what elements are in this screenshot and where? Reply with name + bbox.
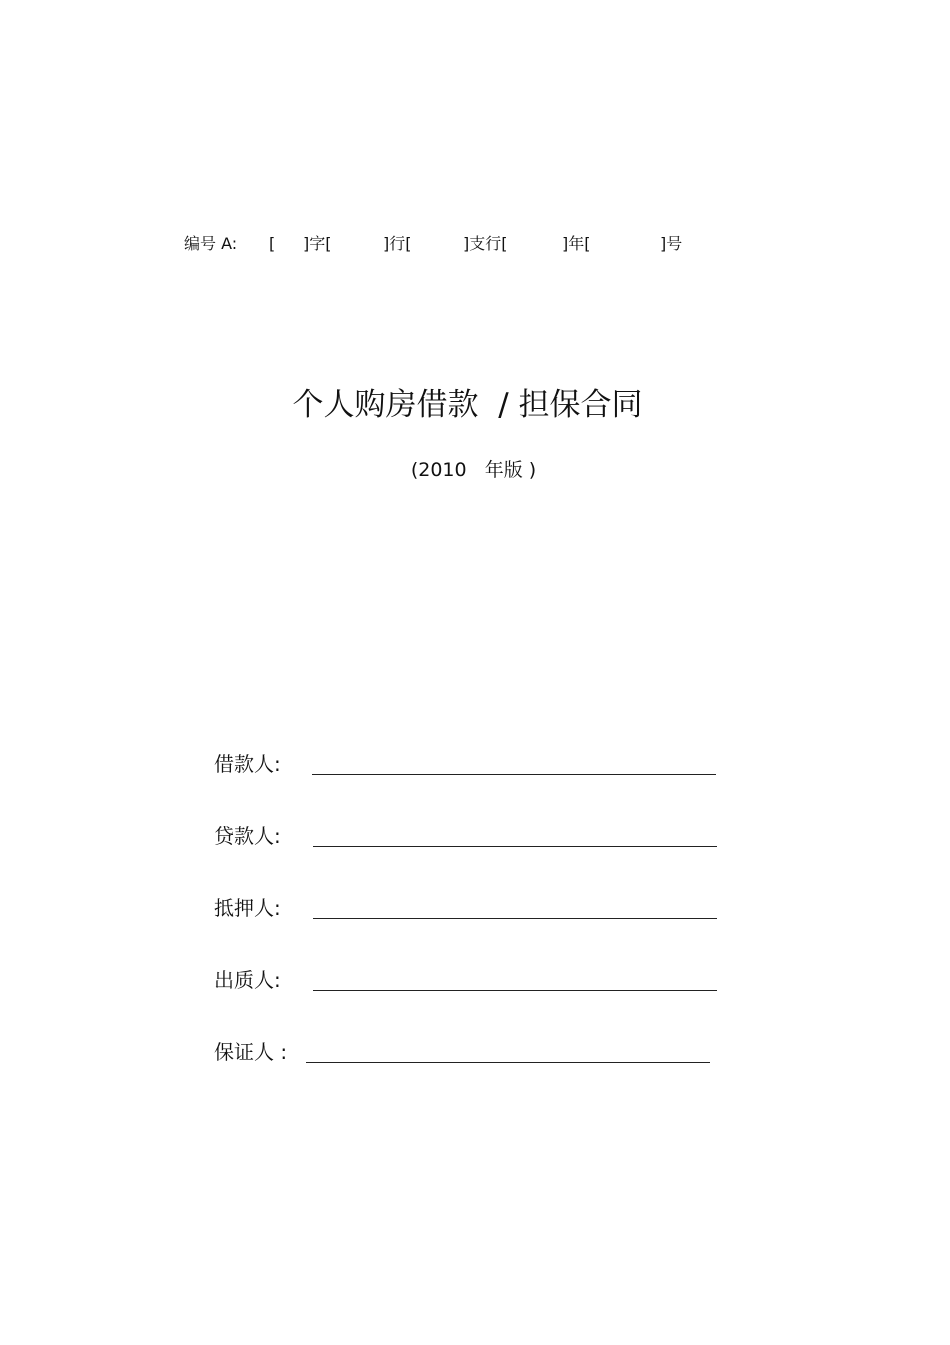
party-guarantor [214, 1036, 734, 1076]
party-label: 贷款人: [214, 824, 281, 848]
document-title: 个人购房借款 / 担保合同 [292, 387, 643, 423]
contract-number-part: ]字[ [303, 234, 332, 253]
contract-number-prefix: 编号 A: [184, 234, 238, 253]
party-label: 借款人: [214, 752, 281, 776]
party-mortgagor [214, 892, 734, 932]
party-signature-line [313, 990, 717, 991]
party-label: 抵押人: [214, 896, 281, 920]
contract-number [184, 232, 704, 256]
contract-number-part: ]行[ [383, 234, 412, 253]
party-borrower [214, 748, 734, 788]
party-label: 出质人: [214, 968, 281, 992]
contract-number-part: ]号 [660, 234, 683, 253]
edition-label: (2010 年版 ) [410, 459, 537, 481]
party-signature-line [312, 774, 716, 775]
contract-number-part: ]年[ [562, 234, 591, 253]
party-label: 保证人 : [214, 1040, 288, 1064]
party-signature-line [306, 1062, 710, 1063]
party-signature-line [313, 846, 717, 847]
party-lender [214, 820, 734, 860]
contract-number-part: ]支行[ [463, 234, 508, 253]
contract-number-part: [ [269, 234, 276, 253]
party-pledgor [214, 964, 734, 1004]
party-signature-line [313, 918, 717, 919]
